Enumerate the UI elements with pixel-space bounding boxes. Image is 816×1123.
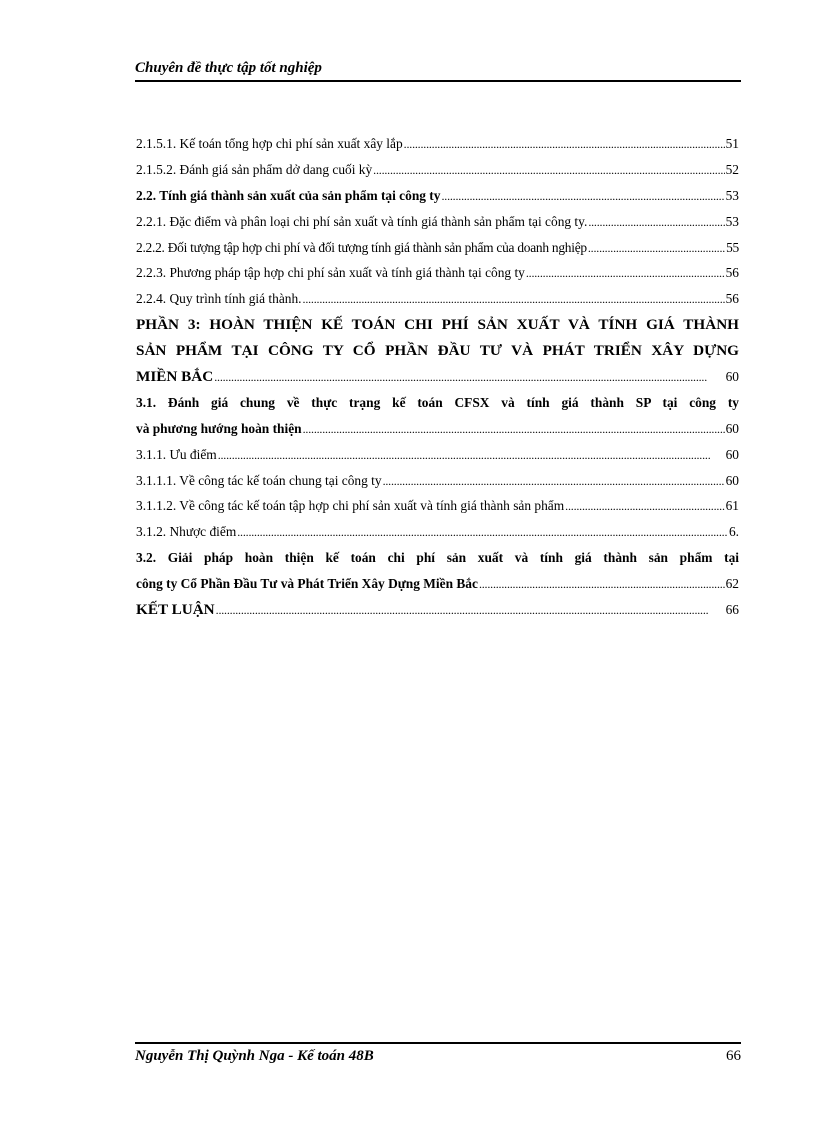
toc-entry-text: 3.1.1.1. Về công tác kế toán chung tại công ty — [136, 472, 382, 488]
toc-entry-page: 60 — [725, 446, 739, 462]
dot-leader — [526, 260, 725, 286]
toc-section-3-2-line2: công ty Cổ Phần Đầu Tư và Phát Triển Xây Dựng Miền Bắc — [136, 576, 478, 592]
dot-leader — [237, 519, 728, 545]
toc-entry[interactable] — [136, 364, 739, 390]
toc-entry-page: 62 — [725, 576, 739, 592]
dot-leader — [218, 442, 725, 468]
toc-entry-page: 6. — [728, 524, 739, 540]
dot-leader — [588, 235, 725, 261]
toc-section-3-1-line1[interactable]: 3.1. Đánh giá chung về thực trạng kế toán CFSX và tính giá thành SP tại công ty — [136, 394, 739, 410]
toc-part3-line1[interactable]: PHẦN 3: HOÀN THIỆN KẾ TOÁN CHI PHÍ SẢN XUẤT VÀ TÍNH GIÁ THÀNH — [136, 316, 739, 334]
toc-entry-page: 52 — [725, 161, 739, 177]
toc-entry-text: 3.1.2. Nhược điểm — [136, 524, 237, 540]
toc-entry-text: 2.2.3. Phương pháp tập hợp chi phí sản xuất và tính giá thành tại công ty — [136, 265, 525, 281]
toc-entry-page: 56 — [725, 291, 739, 307]
toc-entry-page: 55 — [726, 239, 739, 255]
table-of-contents — [136, 131, 739, 623]
toc-entry-text: 2.2.2. Đối tượng tập hợp chi phí và đối tượng tính giá thành sản phẩm của doanh nghiệp — [136, 239, 587, 255]
dot-leader — [404, 131, 725, 157]
header-title: Chuyên đề thực tập tốt nghiệp — [135, 60, 322, 76]
toc-entry-text: 2.2.1. Đặc điểm và phân loại chi phí sản xuất và tính giá thành sản phẩm tại công ty. — [136, 213, 588, 229]
toc-entry[interactable] — [136, 416, 739, 442]
dot-leader — [303, 286, 725, 312]
toc-entry[interactable] — [136, 209, 739, 235]
toc-part3-line3: MIỀN BẮC — [136, 368, 214, 386]
dot-leader — [479, 571, 725, 597]
toc-entry-text: 2.2.4. Quy trình tính giá thành. — [136, 291, 302, 307]
toc-entry-page: 53 — [725, 187, 739, 203]
dot-leader — [214, 364, 724, 390]
toc-section-3-2-line1[interactable]: 3.2. Giải pháp hoàn thiện kế toán chi phí sản xuất và tính giá thành sản phẩm tại — [136, 550, 739, 566]
toc-entry-page: 60 — [725, 420, 739, 436]
toc-entry[interactable] — [136, 157, 739, 183]
toc-entry-page: 66 — [725, 602, 739, 618]
footer-author: Nguyễn Thị Quỳnh Nga - Kế toán 48B — [135, 1048, 374, 1064]
toc-entry[interactable] — [136, 442, 739, 468]
toc-part3-line2[interactable]: SẢN PHẨM TẠI CÔNG TY CỔ PHẦN ĐẦU TƯ VÀ PHÁT TRIỂN XÂY DỰNG — [136, 342, 739, 360]
footer-page-number: 66 — [726, 1048, 741, 1064]
toc-entry-page: 56 — [725, 265, 739, 281]
dot-leader — [383, 468, 725, 494]
toc-entry[interactable] — [136, 468, 739, 494]
toc-entry-page: 60 — [725, 369, 739, 385]
dot-leader — [588, 209, 724, 235]
toc-entry-page: 53 — [725, 213, 739, 229]
toc-entry[interactable] — [136, 597, 739, 623]
toc-entry-text: 3.1.1. Ưu điểm — [136, 446, 217, 462]
toc-entry-text: 2.2. Tính giá thành sản xuất của sản phẩm tại công ty — [136, 187, 441, 203]
toc-entry[interactable] — [136, 235, 739, 261]
toc-entry-page: 51 — [725, 136, 739, 151]
dot-leader — [216, 597, 725, 623]
toc-entry[interactable] — [136, 286, 739, 312]
toc-entry-text: 2.1.5.1. Kế toán tổng hợp chi phí sản xuất xây lắp — [136, 136, 403, 151]
dot-leader — [303, 416, 725, 442]
toc-section-3-1-line2: và phương hướng hoàn thiện — [136, 420, 302, 436]
toc-entry[interactable] — [136, 519, 739, 545]
dot-leader — [373, 157, 724, 183]
toc-entry-page: 61 — [725, 498, 739, 514]
toc-entry[interactable] — [136, 571, 739, 597]
toc-entry[interactable] — [136, 183, 739, 209]
toc-entry-text: 3.1.1.2. Về công tác kế toán tập hợp chi phí sản xuất và tính giá thành sản phẩm — [136, 498, 565, 514]
toc-entry[interactable] — [136, 260, 739, 286]
toc-entry[interactable] — [136, 131, 739, 157]
toc-entry-text: 2.1.5.2. Đánh giá sản phẩm dở dang cuối kỳ — [136, 161, 373, 177]
page-footer — [135, 1042, 741, 1064]
dot-leader — [441, 183, 724, 209]
dot-leader — [565, 493, 724, 519]
toc-entry-page: 60 — [725, 472, 739, 488]
page-header — [135, 56, 741, 82]
toc-conclusion-text: KẾT LUẬN — [136, 601, 215, 619]
toc-entry[interactable] — [136, 493, 739, 519]
